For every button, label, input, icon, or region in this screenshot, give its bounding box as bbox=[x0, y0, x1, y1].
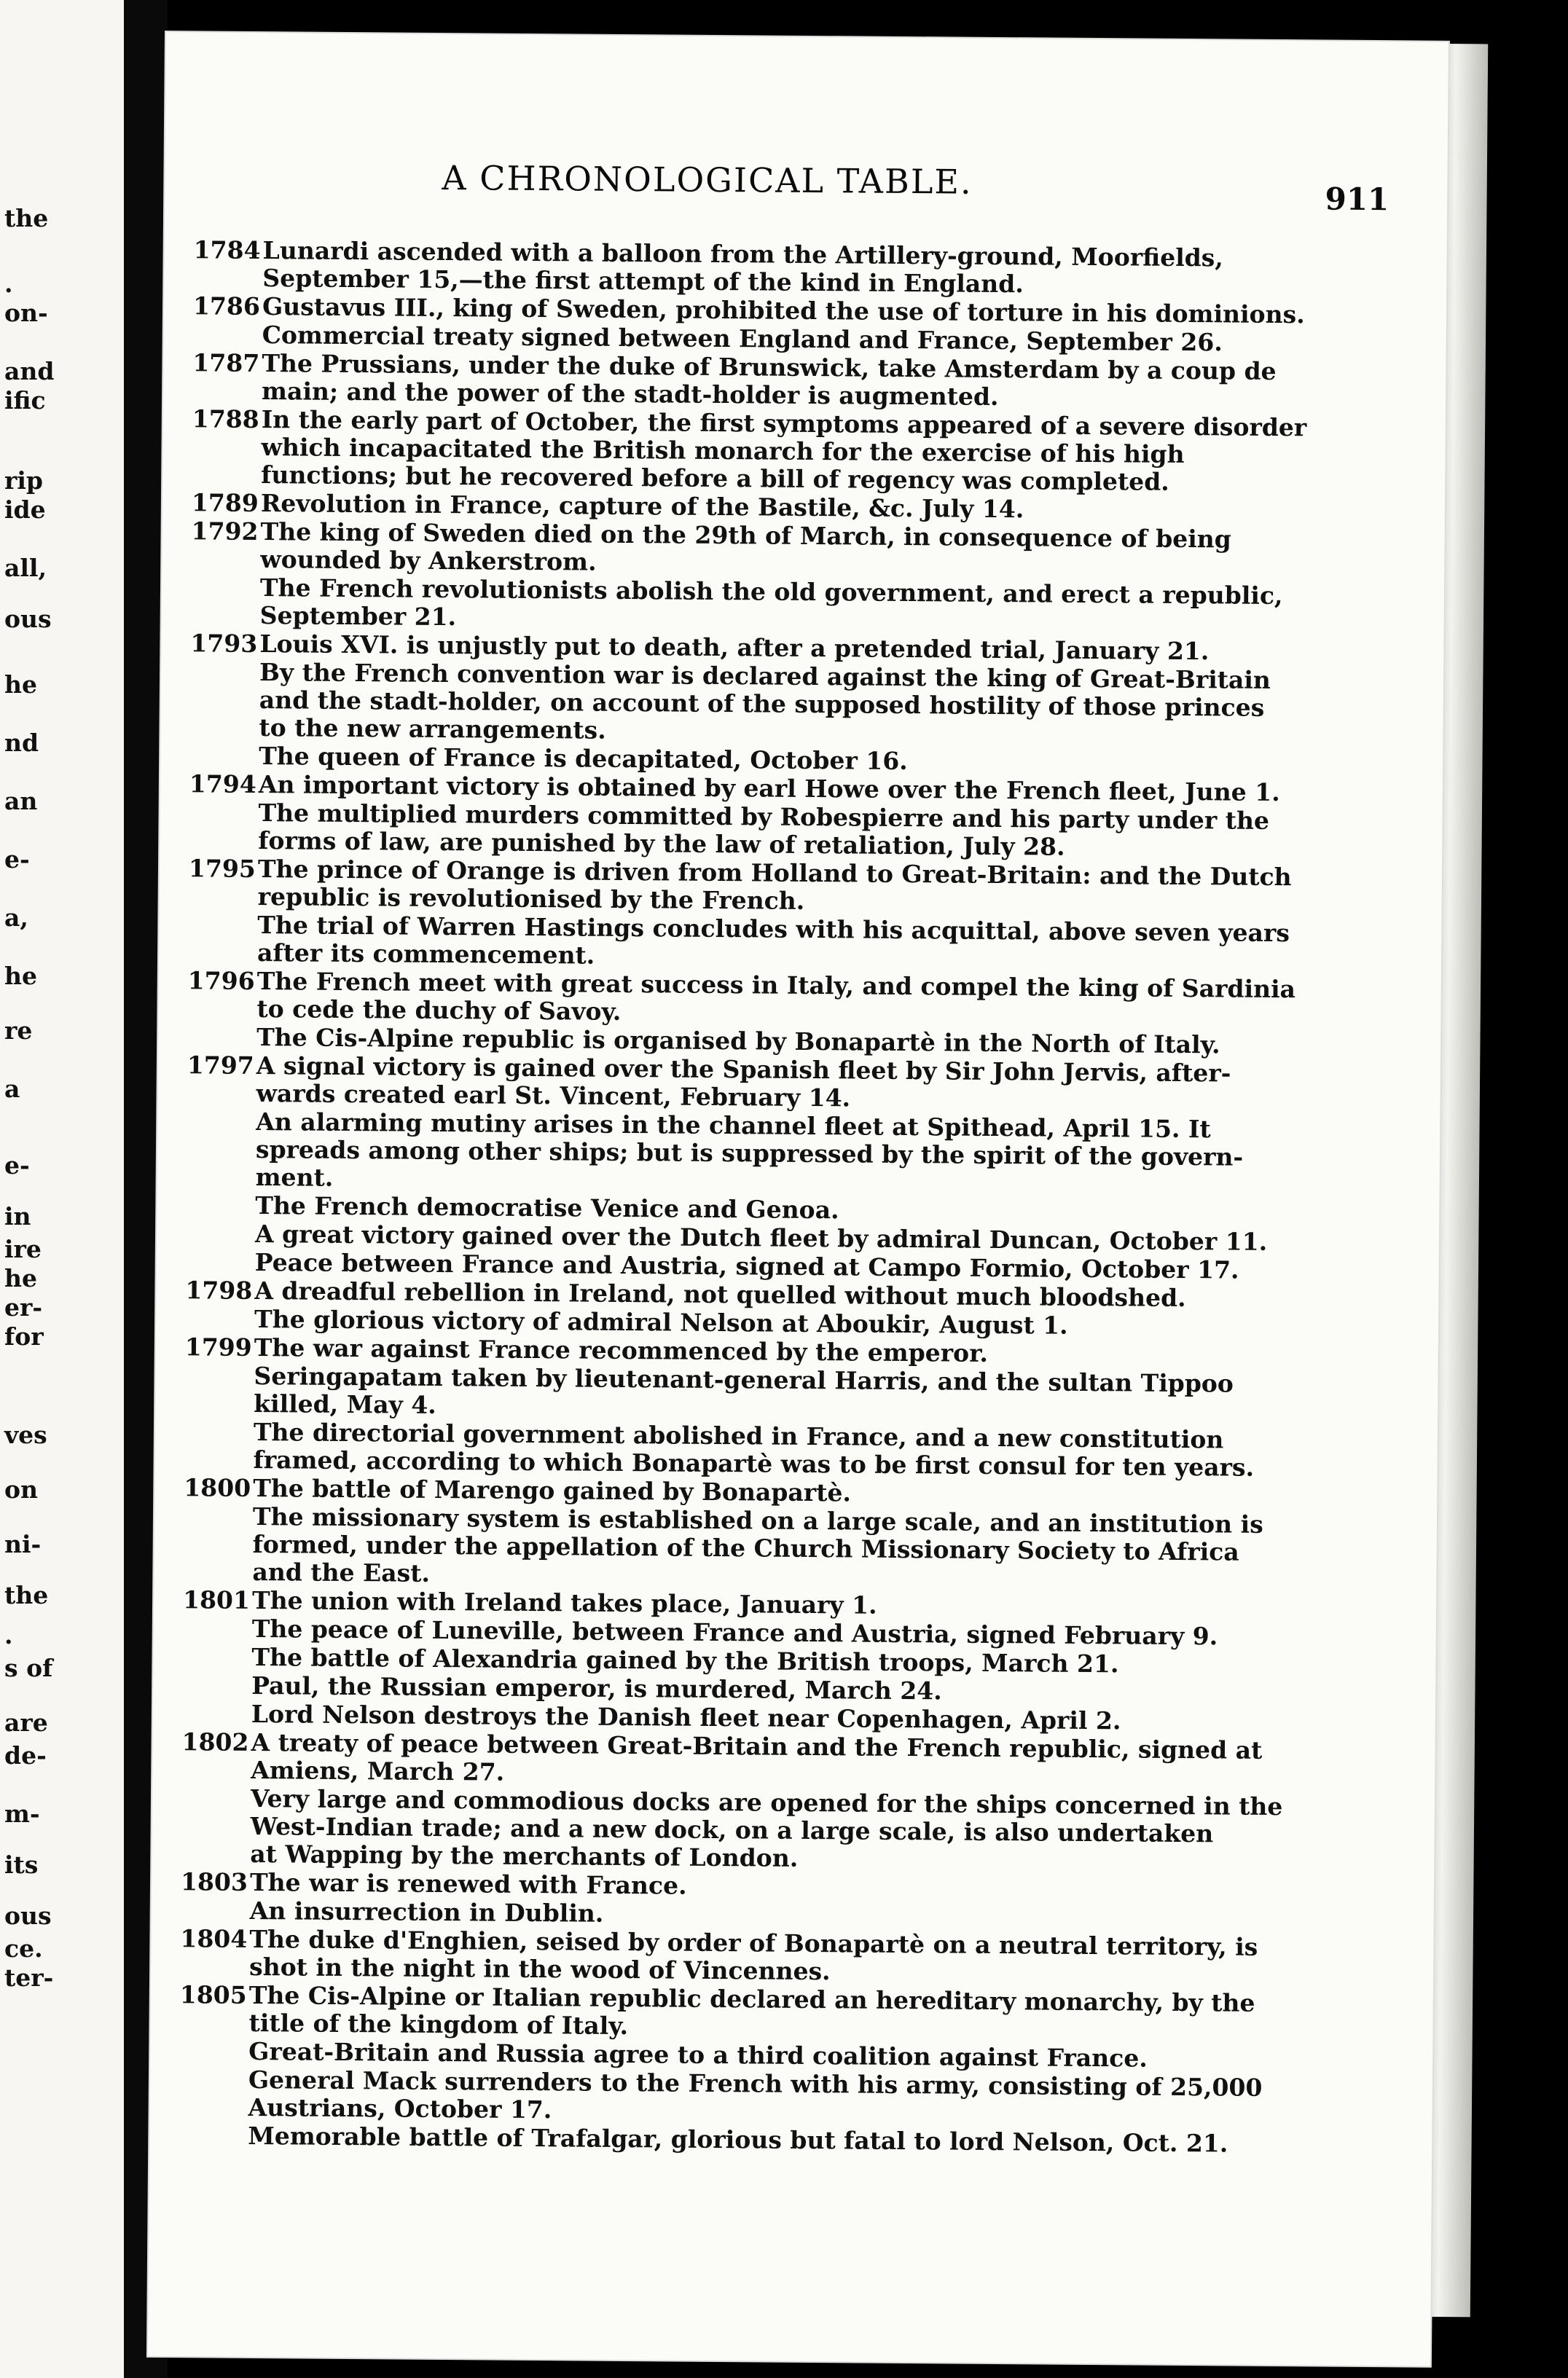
book-page bbox=[148, 32, 1449, 2366]
margin-fragment: he bbox=[4, 962, 37, 990]
entry-text: The directorial government abolished in France, and a new constitution framed, according to which Bonapartè was to be first consul for ten years. bbox=[253, 1418, 1255, 1482]
margin-fragment: de- bbox=[4, 1741, 47, 1770]
margin-fragment: are bbox=[4, 1708, 48, 1737]
page-header bbox=[165, 156, 1448, 224]
margin-fragment: . bbox=[4, 270, 13, 298]
margin-fragment: er- bbox=[4, 1293, 43, 1322]
entry-year bbox=[183, 1614, 252, 1615]
margin-fragment: ous bbox=[4, 1902, 52, 1930]
entry-text: The queen of France is decapitated, October 16. bbox=[259, 742, 908, 776]
margin-fragment: ide bbox=[4, 495, 46, 524]
entry-text: The war against France recommenced by the emperor. bbox=[254, 1333, 989, 1367]
chronology-entry bbox=[189, 798, 1384, 863]
entry-year bbox=[187, 1023, 256, 1024]
margin-fragment: in bbox=[4, 1202, 31, 1231]
entry-text: Louis XVI. is unjustly put to death, after a pretended trial, January 21. bbox=[259, 629, 1210, 666]
chronology-entry bbox=[187, 1051, 1382, 1116]
margin-fragment: a, bbox=[4, 903, 28, 932]
entry-text: An alarming mutiny arises in the channel fleet at Spithead, April 15. It spreads among other ships; but is suppressed by the spirit of the govern- ment. bbox=[255, 1107, 1244, 1192]
entry-year: 1804 bbox=[180, 1924, 248, 1953]
margin-fragment: ire bbox=[4, 1235, 42, 1263]
margin-fragment: ves bbox=[4, 1421, 47, 1449]
entry-year: 1789 bbox=[191, 488, 259, 518]
margin-fragment: on bbox=[4, 1475, 39, 1504]
chronology-entry bbox=[184, 1418, 1379, 1483]
entry-text: The missionary system is established on a large scale, and an institution is formed, under the appellation of the Church Missionary Society to Africa and the East. bbox=[252, 1502, 1263, 1588]
margin-fragment: the bbox=[4, 204, 49, 232]
entry-text: By the French convention war is declared against the king of Great-Britain and the stadt-holder, on account of the supposed hostility of those princes to the new arrangements. bbox=[259, 658, 1271, 745]
margin-fragment: nd bbox=[4, 729, 39, 757]
entry-text: Peace between France and Austria, signed at Campo Formio, October 17. bbox=[254, 1248, 1239, 1284]
chronology-entry bbox=[181, 1728, 1377, 1793]
margin-fragment: s of bbox=[4, 1654, 53, 1682]
entry-text: Great-Britain and Russia agree to a third coalition against France. bbox=[248, 2036, 1148, 2073]
entry-year: 1786 bbox=[192, 291, 261, 321]
margin-fragment: a bbox=[4, 1075, 20, 1103]
entry-text: The battle of Alexandria gained by the British troops, March 21. bbox=[251, 1642, 1119, 1679]
margin-fragment: on- bbox=[4, 299, 48, 327]
running-title: A CHRONOLOGICAL TABLE. bbox=[442, 157, 973, 202]
entry-year: 1792 bbox=[191, 517, 259, 546]
entry-year: 1795 bbox=[188, 854, 256, 883]
entry-year bbox=[185, 1305, 254, 1306]
chronology-entry bbox=[187, 1107, 1382, 1200]
entry-text: The French democratise Venice and Genoa. bbox=[255, 1191, 839, 1225]
chronology-entry bbox=[180, 1925, 1376, 1990]
chronology-entry bbox=[179, 1981, 1375, 2046]
entry-year: 1796 bbox=[187, 966, 255, 995]
entry-year bbox=[186, 1248, 255, 1249]
entry-year: 1798 bbox=[185, 1276, 253, 1305]
entry-text: Lord Nelson destroys the Danish fleet near Copenhagen, April 2. bbox=[251, 1699, 1121, 1735]
entry-year: 1801 bbox=[182, 1585, 251, 1614]
entry-text: Lunardi ascended with a balloon from the Artillery-ground, Moorfields, September 15,—the first attempt of the kind in England. bbox=[262, 236, 1223, 299]
entry-text: Seringapatam taken by lieutenant-general Harris, and the sultan Tippoo killed, May 4. bbox=[254, 1362, 1234, 1419]
entry-text: The battle of Marengo gained by Bonapartè. bbox=[253, 1473, 852, 1507]
page-number: 911 bbox=[1325, 181, 1389, 218]
chronology-entry bbox=[189, 855, 1384, 919]
entry-text: The Cis-Alpine republic is organised by Bonapartè in the North of Italy. bbox=[256, 1023, 1220, 1059]
margin-fragment: ter- bbox=[4, 1963, 54, 1992]
margin-fragment: m- bbox=[4, 1800, 40, 1828]
margin-fragment: and bbox=[4, 357, 55, 385]
entry-year: 1794 bbox=[189, 769, 256, 799]
entry-text: A great victory gained over the Dutch fleet by admiral Duncan, October 11. bbox=[254, 1220, 1268, 1256]
chronology-entry bbox=[192, 405, 1387, 498]
entry-year bbox=[190, 658, 259, 659]
entry-year bbox=[181, 1784, 251, 1785]
entry-text: The French revolutionists abolish the old government, and erect a republic, September 21. bbox=[259, 573, 1283, 632]
entry-text: The union with Ireland takes place, January 1. bbox=[251, 1585, 877, 1620]
margin-fragment: ific bbox=[4, 386, 46, 415]
chronology-entry bbox=[179, 2065, 1374, 2130]
entry-year: 1787 bbox=[192, 348, 260, 378]
entry-text: The peace of Luneville, between France and Austria, signed February 9. bbox=[251, 1614, 1218, 1651]
entry-text: Gustavus III., king of Sweden, prohibited the use of torture in his dominions. bbox=[262, 292, 1305, 329]
entry-text: An insurrection in Dublin. bbox=[249, 1896, 604, 1928]
margin-fragment: ni- bbox=[4, 1530, 42, 1558]
entry-text: The glorious victory of admiral Nelson at Aboukir, August 1. bbox=[254, 1305, 1068, 1340]
entry-text: An important victory is obtained by earl Howe over the French fleet, June 1. bbox=[258, 770, 1280, 807]
chronology-entries bbox=[179, 236, 1389, 2159]
entry-year: 1805 bbox=[179, 1980, 247, 2009]
entry-year bbox=[187, 1107, 256, 1108]
entry-year: 1784 bbox=[193, 235, 261, 265]
margin-fragment: all, bbox=[4, 554, 47, 582]
facing-page-fragment bbox=[0, 0, 124, 2378]
margin-fragment: ce. bbox=[4, 1934, 43, 1963]
chronology-entry bbox=[191, 573, 1387, 638]
entry-year bbox=[179, 2065, 248, 2066]
entry-text: The war is renewed with France. bbox=[249, 1867, 687, 1900]
entry-text: Memorable battle of Trafalgar, glorious but fatal to lord Nelson, Oct. 21. bbox=[248, 2121, 1228, 2158]
chronology-entry bbox=[192, 349, 1388, 414]
entry-text: The king of Sweden died on the 29th of March, in consequence of being wounded by Ankerstrom. bbox=[260, 517, 1231, 576]
entry-text: Commercial treaty signed between England and France, September 26. bbox=[262, 321, 1223, 357]
entry-text: A treaty of peace between Great-Britain and the French republic, signed at Amiens, March 27. bbox=[251, 1727, 1263, 1786]
entry-text: The French meet with great success in Italy, and compel the king of Sardinia to cede the duchy of Savoy. bbox=[256, 967, 1296, 1026]
margin-fragment: . bbox=[4, 1621, 13, 1649]
entry-text: The multiplied murders committed by Robespierre and his party under the forms of law, are punished by the law of retaliation, July 28. bbox=[258, 798, 1270, 861]
entry-text: The prince of Orange is driven from Holland to Great-Britain: and the Dutch republic is revolutionised by the French. bbox=[257, 855, 1292, 915]
chronology-entry bbox=[191, 517, 1387, 582]
entry-year bbox=[179, 2037, 248, 2038]
entry-year bbox=[182, 1671, 251, 1672]
entry-text: A dreadful rebellion in Ireland, not quelled without much bloodshed. bbox=[254, 1276, 1186, 1313]
margin-fragment: rip bbox=[4, 466, 43, 495]
entry-year: 1800 bbox=[184, 1473, 251, 1502]
entry-text: A signal victory is gained over the Spanish fleet by Sir John Jervis, after- wards created earl St. Vincent, February 14. bbox=[256, 1051, 1231, 1113]
entry-text: Very large and commodious docks are opened for the ships concerned in the West-Indian trade; and a new dock, on a large scale, is also undertaken at Wapping by the merchants of London. bbox=[250, 1784, 1283, 1872]
entry-text: The Cis-Alpine or Italian republic declared an hereditary monarchy, by the title of the kingdom of Italy. bbox=[248, 1980, 1255, 2041]
chronology-entry bbox=[189, 658, 1385, 750]
chronology-entry bbox=[181, 1784, 1376, 1877]
margin-fragment: for bbox=[4, 1322, 44, 1351]
entry-year bbox=[187, 1191, 256, 1192]
margin-fragment: the bbox=[4, 1581, 49, 1609]
chronology-entry bbox=[184, 1362, 1380, 1427]
margin-fragment: an bbox=[4, 787, 38, 815]
margin-fragment: its bbox=[4, 1851, 39, 1879]
entry-text: The duke d'Enghien, seised by order of Bonapartè on a neutral territory, is shot in the night in the wood of Vincennes. bbox=[248, 1924, 1258, 1986]
chronology-entry bbox=[183, 1502, 1379, 1595]
entry-year bbox=[184, 1502, 253, 1503]
entry-text: General Mack surrenders to the French with his army, consisting of 25,000 Austrians, October 17. bbox=[248, 2065, 1263, 2124]
entry-year: 1797 bbox=[187, 1051, 254, 1080]
margin-fragment: he bbox=[4, 1264, 37, 1292]
entry-text: Paul, the Russian emperor, is murdered, March 24. bbox=[251, 1671, 942, 1706]
margin-fragment: re bbox=[4, 1016, 33, 1045]
entry-year bbox=[191, 573, 260, 574]
entry-text: In the early part of October, the first symptoms appeared of a severe disorder which incapacitated the British monarch for the exercise of his high functions; but he recovered before a bill of regency was completed. bbox=[261, 405, 1307, 496]
entry-year: 1803 bbox=[180, 1867, 248, 1896]
margin-fragment: e- bbox=[4, 1151, 30, 1180]
entry-text: Revolution in France, capture of the Bastile, &c. July 14. bbox=[260, 489, 1024, 524]
chronology-entry bbox=[193, 236, 1389, 301]
entry-year bbox=[189, 798, 259, 799]
entry-year bbox=[183, 1643, 252, 1644]
margin-fragment: e- bbox=[4, 845, 30, 874]
entry-year: 1799 bbox=[184, 1333, 252, 1362]
margin-fragment: ous bbox=[4, 605, 52, 633]
entry-year bbox=[181, 1896, 250, 1897]
chronology-entry bbox=[187, 967, 1383, 1032]
entry-year: 1788 bbox=[192, 404, 259, 434]
entry-year: 1793 bbox=[190, 629, 258, 659]
chronology-entry bbox=[188, 911, 1384, 976]
entry-text: The trial of Warren Hastings concludes with his acquittal, above seven years after its commencement. bbox=[256, 911, 1290, 970]
margin-fragment: he bbox=[4, 670, 37, 699]
entry-text: The Prussians, under the duke of Brunswick, take Amsterdam by a coup de main; and the power of the stadt-holder is augmented. bbox=[261, 349, 1277, 411]
entry-year: 1802 bbox=[181, 1727, 249, 1757]
